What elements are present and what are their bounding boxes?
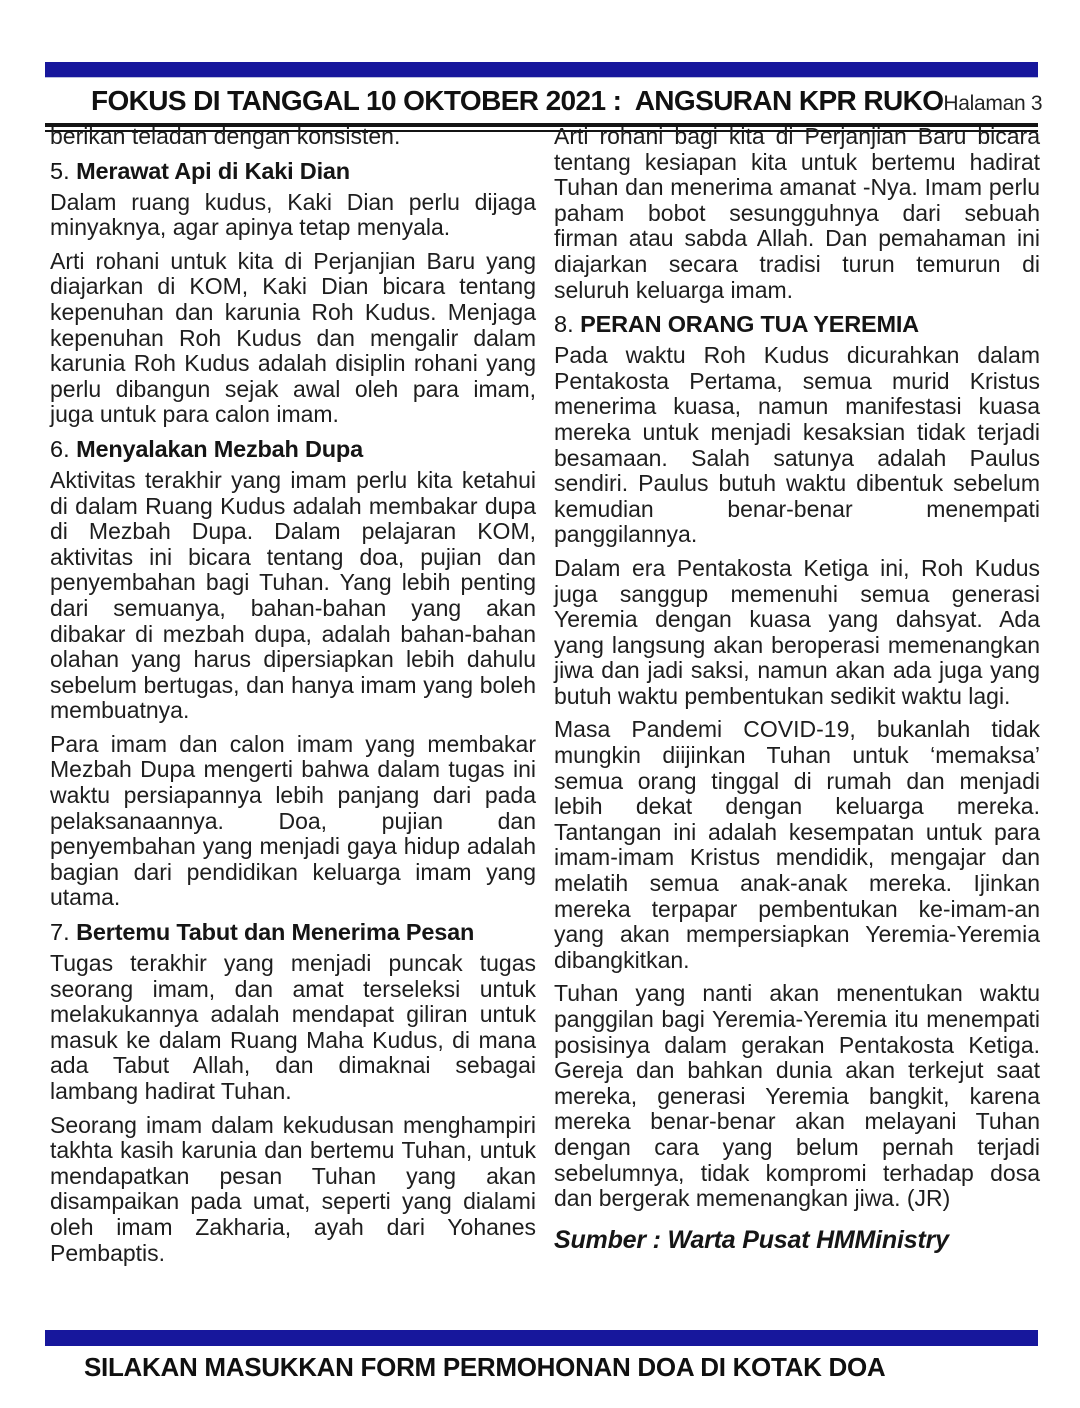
body-paragraph: berikan teladan dengan konsisten. — [50, 123, 401, 149]
section-title: Menyalakan Mezbah Dupa — [76, 435, 363, 462]
body-paragraph: Aktivitas terakhir yang imam perlu kita ketahui di dalam Ruang Kudus adalah membakar dupa di Mezbah Dupa. Dalam pelajaran KOM, aktivitas ini bicara tentang doa, pujian dan penyembahan bagi Tuhan. Yang lebih penting dari semuanya, bahan-bahan yang akan dibakar di mezbah dupa, adalah bahan-bahan olahan yang harus dipersiapkan lebih dahulu sebelum bertugas, dan hanya imam yang boleh membuatnya. — [50, 466, 536, 724]
section-title: PERAN ORANG TUA YEREMIA — [580, 311, 919, 338]
footer-notice: SILAKAN MASUKKAN FORM PERMOHONAN DOA DI KOTAK DOA — [84, 1352, 886, 1382]
body-paragraph: Para imam dan calon imam yang membakar Mezbah Dupa mengerti bahwa dalam tugas ini waktu persiapannya lebih panjang dari pada pelaksanaannya. Doa, pujian dan penyembahan yang menjadi gaya hidup adalah bagian dari pendidikan keluarga imam yang utama. — [50, 730, 536, 911]
body-paragraph: Seorang imam dalam kekudusan menghampiri takhta kasih karunia dan bertemu Tuhan, untuk mendapatkan pesan Tuhan yang akan disampaikan pada umat, seperti yang dialami oleh imam Zakharia, ayah dari Yohanes Pembaptis. — [50, 1111, 536, 1266]
body-paragraph: Dalam era Pentakosta Ketiga ini, Roh Kudus juga sanggup memenuhi semua generasi Yeremia dengan kuasa yang dahsyat. Ada yang langsung akan beroperasi memenangkan jiwa dan jadi saksi, namun akan ada juga yang butuh waktu pembentukan sedikit waktu lagi. — [554, 554, 1040, 709]
footer-blue-bar — [45, 1330, 1038, 1346]
section-number: 8. — [554, 311, 581, 338]
page-title: FOKUS DI TANGGAL 10 OKTOBER 2021 : ANGSURAN KPR RUKO — [91, 85, 944, 116]
section-number: 5. — [50, 157, 77, 184]
body-paragraph: Arti rohani untuk kita di Perjanjian Baru yang diajarkan di KOM, Kaki Dian bicara tentang kepenuhan dan karunia Roh Kudus. Menjaga kepenuhan Roh Kudus dan mengalir dalam karunia Roh Kudus adalah disiplin rohani yang perlu dibangun sejak awal oleh para imam, juga untuk para calon imam. — [50, 247, 536, 428]
source-credit: Sumber : Warta Pusat HMMinistry — [554, 1225, 949, 1254]
header-title-row — [45, 78, 1043, 123]
section-heading — [50, 919, 536, 945]
body-paragraph: Masa Pandemi COVID-19, bukanlah tidak mungkin diijinkan Tuhan untuk ‘memaksa’ semua orang tinggal di rumah dan menjadi lebih dekat dengan keluarga mereka. Tantangan ini adalah kesempatan untuk para imam-imam Kristus mendidik, mengajar dan melatih semua anak-anak mereka. Ijinkan mereka terpapar pembentukan ke-imam-an yang akan mempersiapkan Yeremia-Yeremia dibangkitkan. — [554, 716, 1040, 973]
section-title: Bertemu Tabut dan Menerima Pesan — [76, 919, 475, 946]
page-header — [45, 62, 1043, 132]
section-number: 6. — [50, 435, 77, 462]
body-paragraph: Arti rohani bagi kita di Perjanjian Baru bicara tentang kesiapan kita untuk bertemu hadirat Tuhan dan menerima amanat -Nya. Imam perlu paham bobot sesungguhnya dari sebuah firman atau sabda Allah. Dan pemahaman ini diajarkan secara tradisi turun temurun di seluruh keluarga imam. — [554, 123, 1040, 303]
body-paragraph: Tuhan yang nanti akan menentukan waktu panggilan bagi Yeremia-Yeremia itu menempati posisinya dalam gerakan Pentakosta Ketiga. Gereja dan bahkan dunia akan terkejut saat mereka, generasi Yeremia bangkit, karena mereka benar-benar akan melayani Tuhan dengan cara yang belum pernah terjadi sebelumnya, tidak kompromi terhadap dosa dan bergerak memenangkan jiwa. (JR) — [554, 980, 1040, 1212]
right-column — [554, 124, 1040, 1324]
section-heading — [554, 311, 1040, 337]
left-column — [50, 124, 536, 1324]
section-number: 7. — [50, 919, 77, 946]
header-blue-bar — [45, 62, 1038, 78]
section-title: Merawat Api di Kaki Dian — [76, 157, 350, 184]
body-paragraph: Tugas terakhir yang menjadi puncak tugas seorang imam, dan amat terseleksi untuk melakukannya adalah mendapat giliran untuk masuk ke dalam Ruang Maha Kudus, di mana ada Tabut Allah, dan dimaknai sebagai lambang hadirat Tuhan. — [50, 950, 536, 1104]
body-paragraph: Pada waktu Roh Kudus dicurahkan dalam Pentakosta Pertama, semua murid Kristus menerima kuasa, namun manifestasi kuasa mereka untuk menjadi kesaksian tidak terjadi besamaan. Salah satunya adalah Paulus sendiri. Paulus butuh waktu dibentuk sebelum kemudian benar-benar menempati panggilannya. — [554, 342, 1040, 548]
section-heading — [50, 158, 536, 184]
article-body — [50, 124, 1040, 1324]
page-number: Halaman 3 — [943, 92, 1043, 115]
section-heading — [50, 436, 536, 462]
body-paragraph: Dalam ruang kudus, Kaki Dian perlu dijaga minyaknya, agar apinya tetap menyala. — [50, 188, 536, 241]
